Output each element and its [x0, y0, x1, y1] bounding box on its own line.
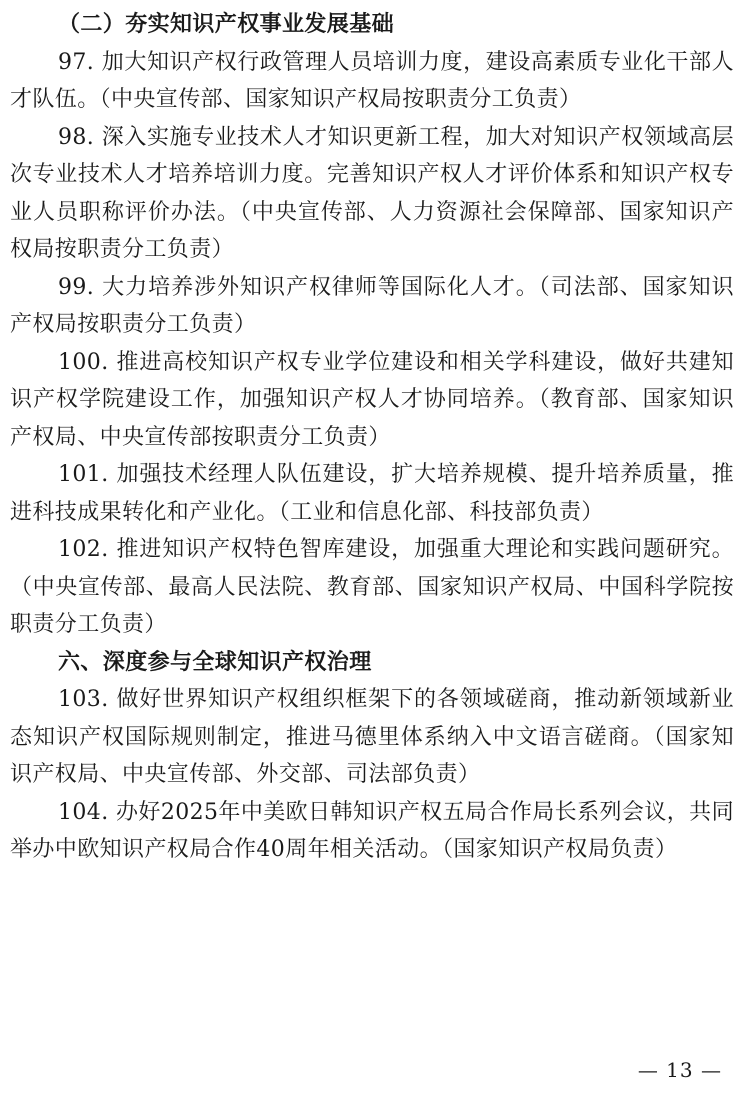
- paragraph-item-100: 100. 推进高校知识产权专业学位建设和相关学科建设，做好共建知识产权学院建设工作，加强知识产权人才协同培养。（教育部、国家知识产权局、中央宣传部按职责分工负责）: [10, 349, 734, 450]
- paragraph-item-103: 103. 做好世界知识产权组织框架下的各领域磋商，推动新领域新业态知识产权国际规则制定，推进马德里体系纳入中文语言磋商。（国家知识产权局、中央宣传部、外交部、司法部负责）: [10, 687, 734, 787]
- document-page: [10, 6, 734, 869]
- paragraph-item-101: 101. 加强技术经理人队伍建设，扩大培养规模、提升培养质量，推进科技成果转化和产业化。（工业和信息化部、科技部负责）: [10, 462, 734, 525]
- paragraph-item-98: 98. 深入实施专业技术人才知识更新工程，加大对知识产权领域高层次专业技术人才培养培训力度。完善知识产权人才评价体系和知识产权专业人员职称评价办法。（中央宣传部、人力资源社会保障部、国家知识产权局按职责分工负责）: [10, 124, 734, 262]
- page-number: — 13 —: [637, 1058, 722, 1082]
- paragraph-item-104: 104. 办好2025年中美欧日韩知识产权五局合作局长系列会议，共同举办中欧知识产权局合作40周年相关活动。（国家知识产权局负责）: [10, 799, 734, 862]
- paragraph-item-99: 99. 大力培养涉外知识产权律师等国际化人才。（司法部、国家知识产权局按职责分工负责）: [10, 274, 734, 337]
- section-heading-global-governance: 六、深度参与全球知识产权治理: [58, 649, 372, 675]
- paragraph-item-97: 97. 加大知识产权行政管理人员培训力度，建设高素质专业化干部人才队伍。（中央宣传部、国家知识产权局按职责分工负责）: [10, 49, 734, 112]
- paragraph-item-102: 102. 推进知识产权特色智库建设，加强重大理论和实践问题研究。（中央宣传部、最高人民法院、教育部、国家知识产权局、中国科学院按职责分工负责）: [10, 537, 734, 637]
- subheading-strengthen-foundation: （二）夯实知识产权事业发展基础: [58, 11, 395, 37]
